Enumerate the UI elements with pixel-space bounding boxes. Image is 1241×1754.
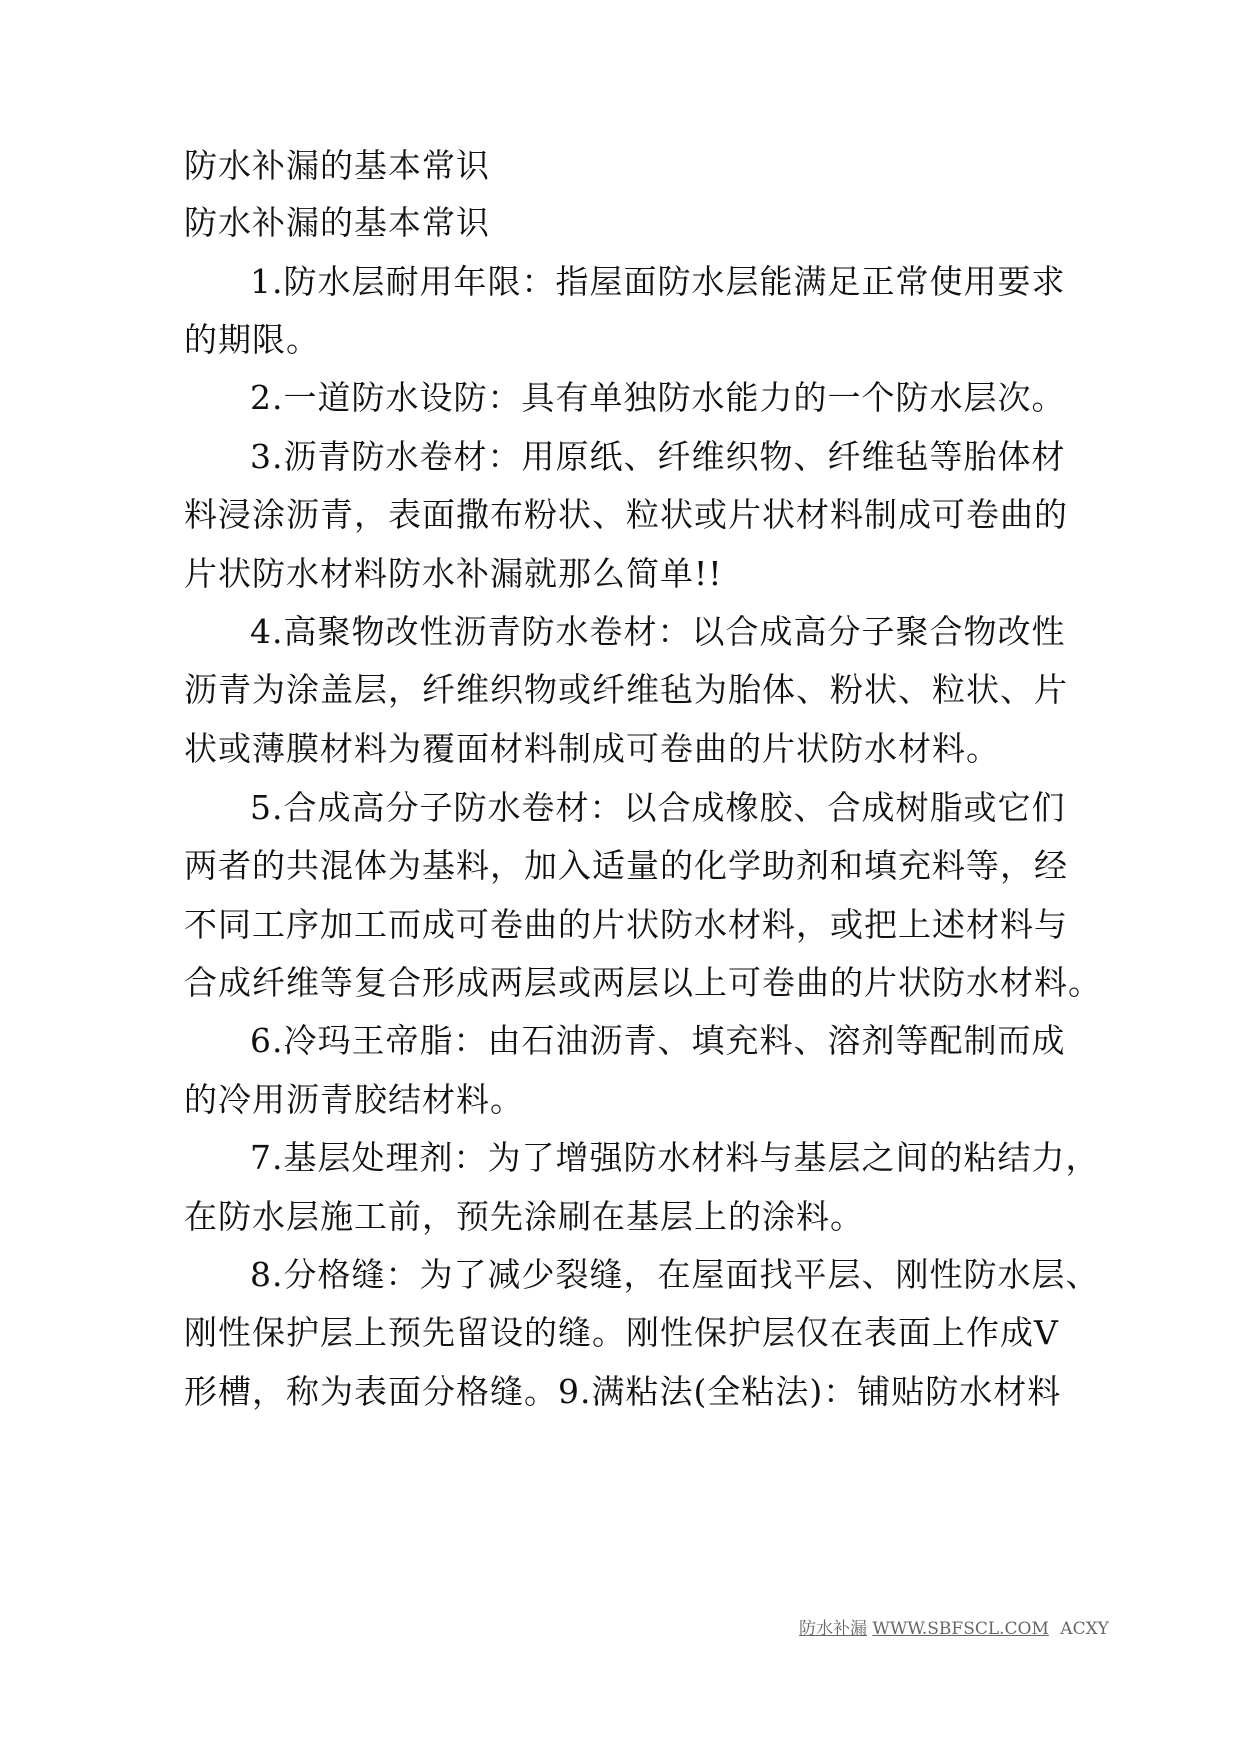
paragraph-line: 1.防水层耐用年限：指屋面防水层能满足正常使用要求 — [250, 262, 1066, 301]
paragraph-line: 形槽，称为表面分格缝。9.满粘法(全粘法)：铺贴防水材料 — [184, 1372, 1062, 1411]
paragraph-line: 2.一道防水设防：具有单独防水能力的一个防水层次。 — [250, 378, 1066, 417]
paragraph-line: 8.分格缝：为了减少裂缝，在屋面找平层、刚性防水层、 — [250, 1255, 1100, 1294]
paragraph-line: 7.基层处理剂：为了增强防水材料与基层之间的粘结力， — [250, 1138, 1100, 1177]
page-footer — [799, 1618, 1109, 1640]
document-title: 防水补漏的基本常识 — [184, 146, 490, 185]
paragraph-line: 片状防水材料防水补漏就那么简单!! — [184, 554, 723, 593]
paragraph-line: 4.高聚物改性沥青防水卷材：以合成高分子聚合物改性 — [250, 612, 1066, 651]
paragraph-line: 料浸涂沥青，表面撒布粉状、粒状或片状材料制成可卷曲的 — [184, 495, 1068, 534]
document-subtitle: 防水补漏的基本常识 — [184, 203, 490, 242]
paragraph-line: 刚性保护层上预先留设的缝。刚性保护层仅在表面上作成V — [184, 1313, 1059, 1352]
paragraph-line: 在防水层施工前，预先涂刷在基层上的涂料。 — [184, 1197, 864, 1236]
footer-site-url-link[interactable]: WWW.SBFSCL.COM — [872, 1619, 1049, 1639]
paragraph-line: 的冷用沥青胶结材料。 — [184, 1080, 524, 1119]
paragraph-line: 合成纤维等复合形成两层或两层以上可卷曲的片状防水材料。 — [184, 963, 1102, 1002]
paragraph-line: 不同工序加工而成可卷曲的片状防水材料，或把上述材料与 — [184, 905, 1068, 944]
paragraph-line: 5.合成高分子防水卷材：以合成橡胶、合成树脂或它们 — [250, 788, 1066, 827]
paragraph-line: 两者的共混体为基料，加入适量的化学助剂和填充料等，经 — [184, 846, 1068, 885]
paragraph-line: 沥青为涂盖层，纤维织物或纤维毡为胎体、粉状、粒状、片 — [184, 670, 1068, 709]
footer-tag: ACXY — [1060, 1619, 1109, 1639]
paragraph-line: 6.冷玛王帝脂：由石油沥青、填充料、溶剂等配制而成 — [250, 1021, 1066, 1060]
footer-site-name-link[interactable]: 防水补漏 — [799, 1619, 867, 1639]
paragraph-line: 状或薄膜材料为覆面材料制成可卷曲的片状防水材料。 — [184, 729, 1000, 768]
paragraph-line: 3.沥青防水卷材：用原纸、纤维织物、纤维毡等胎体材 — [250, 437, 1066, 476]
paragraph-line: 的期限。 — [184, 320, 320, 359]
